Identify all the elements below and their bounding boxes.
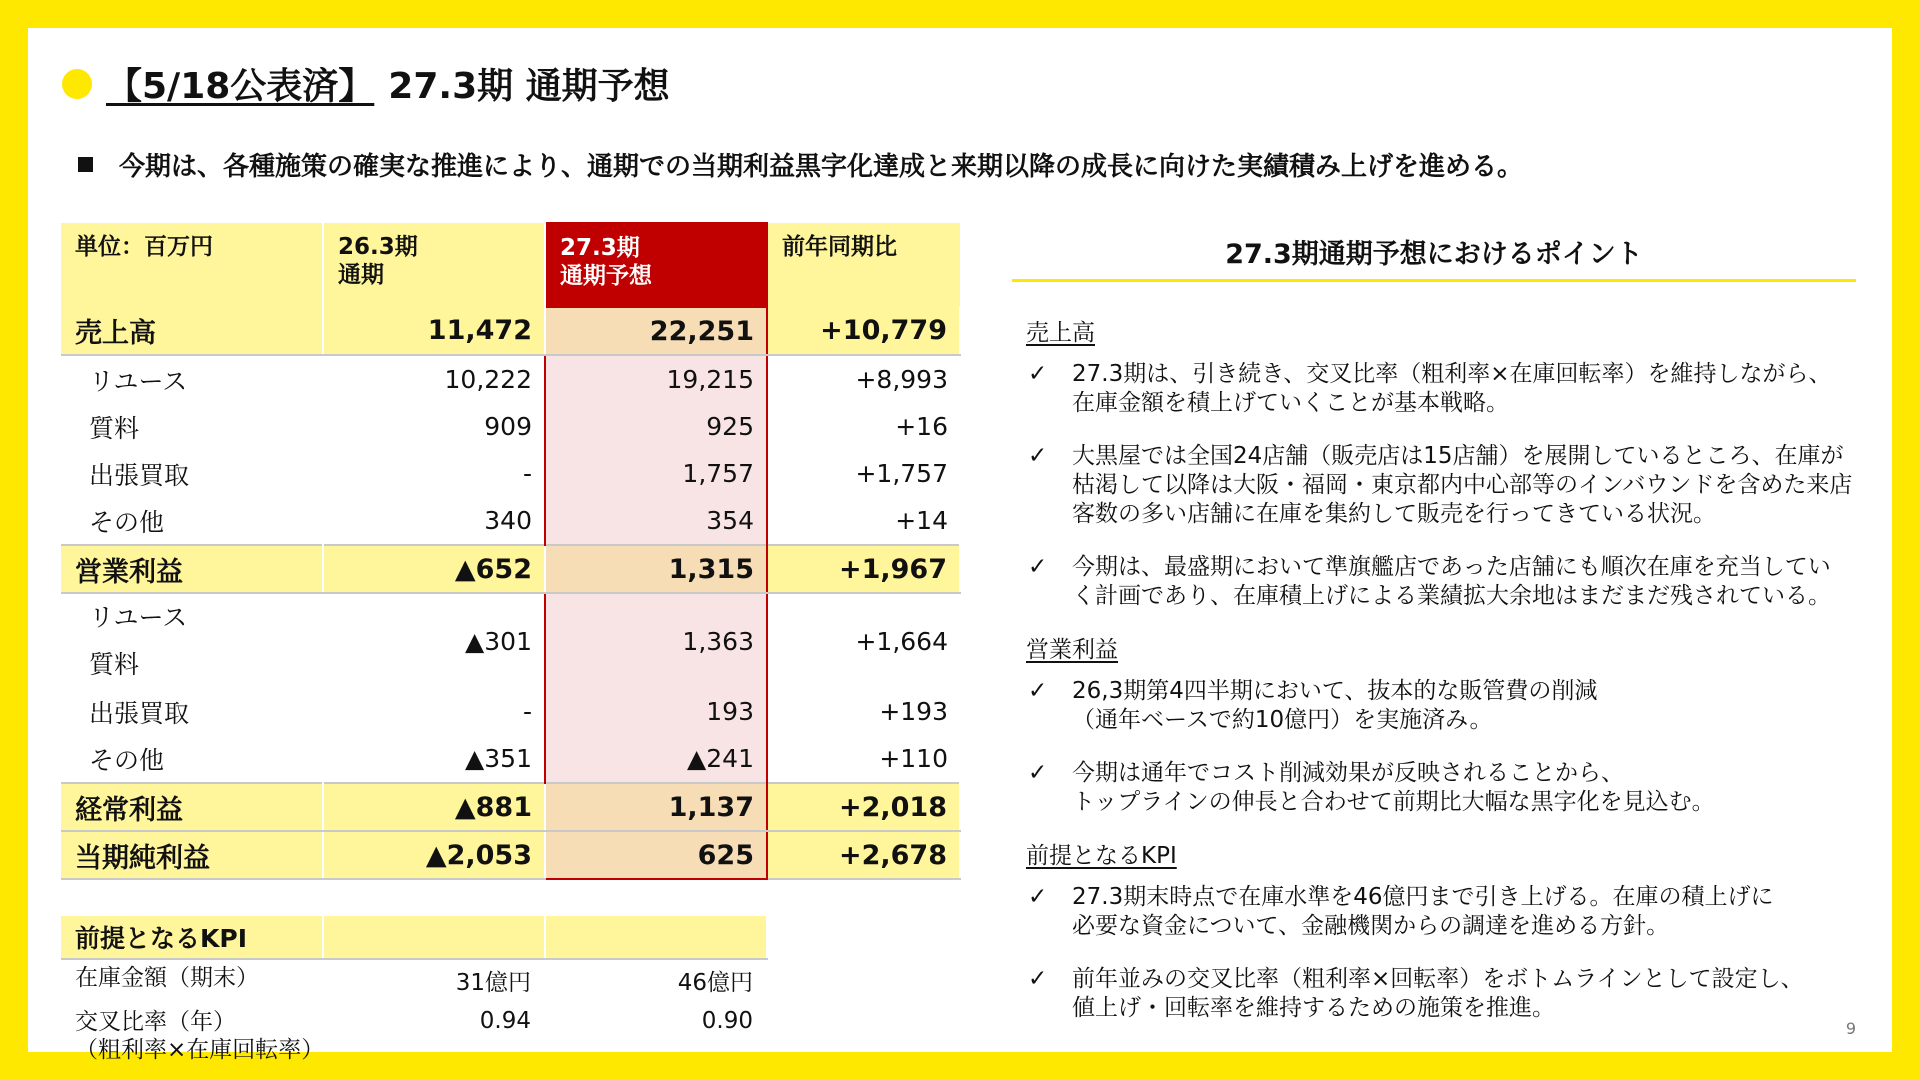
- row-cur: 925: [545, 403, 767, 450]
- bullet-line: く計画であり、在庫積上げによる業績拡大余地はまだまだ残されている。: [1072, 583, 1831, 609]
- row-label: 売上高: [61, 307, 323, 355]
- row-label: その他: [89, 745, 165, 775]
- bullet-point: [1026, 442, 1856, 529]
- row-cur: 193: [545, 688, 767, 735]
- table-row: [61, 735, 960, 783]
- row-cur: 354: [545, 497, 767, 545]
- table-row: [61, 403, 960, 450]
- bullet-line: 27.3期末時点で在庫水準を46億円まで引き上げる。在庫の積上げに: [1072, 884, 1774, 910]
- bullet-line: 枯渇して以降は大阪・福岡・東京都内中心部等のインバウンドを含めた来店: [1072, 472, 1853, 498]
- table-row: [61, 783, 960, 831]
- row-prev: 340: [484, 506, 532, 535]
- bullet-point: [1026, 965, 1856, 1023]
- bullet-text: [1072, 965, 1856, 1023]
- lead-statement: [78, 146, 1523, 183]
- bullet-line: 在庫金額を積上げていくことが基本戦略。: [1072, 390, 1509, 416]
- row-cur: 1,315: [545, 545, 767, 593]
- row-label: 経常利益: [61, 783, 323, 831]
- kpi-header-label: 前提となるKPI: [61, 916, 323, 959]
- check-icon: ✓: [1028, 884, 1048, 910]
- row-yoy: +14: [895, 506, 948, 535]
- square-bullet-icon: [78, 157, 93, 172]
- forecast-table: [61, 222, 961, 880]
- row-yoy: +8,993: [855, 365, 948, 394]
- row-yoy: +10,779: [767, 307, 960, 355]
- section-heading: 売上高: [1026, 320, 1095, 346]
- bullet-point: [1026, 883, 1856, 941]
- table-header: [61, 223, 960, 307]
- row-label: 出張買取: [89, 698, 190, 728]
- row-yoy: +16: [895, 412, 948, 441]
- row-prev: 10,222: [444, 365, 532, 394]
- bullet-line: 客数の多い店舗に在庫を集約して販売を行ってきている状況。: [1072, 501, 1716, 527]
- section-heading: 前提となるKPI: [1026, 843, 1177, 869]
- bullet-point: [1026, 360, 1856, 418]
- bullet-line: 前年並みの交叉比率（粗利率×回転率）をボトムラインとして設定し、: [1072, 966, 1804, 992]
- row-prev: ▲301: [465, 626, 532, 656]
- row-yoy: +2,018: [767, 783, 960, 831]
- row-label: 当期純利益: [61, 831, 323, 879]
- bullet-line: 大黒屋では全国24店舗（販売店は15店舗）を展開しているところ、在庫が: [1072, 443, 1844, 469]
- bullet-line: （通年ベースで約10億円）を実施済み。: [1072, 707, 1493, 733]
- check-icon: ✓: [1028, 361, 1048, 387]
- row-prev: ▲351: [465, 744, 532, 773]
- check-icon: ✓: [1028, 443, 1048, 469]
- row-label: 営業利益: [61, 545, 323, 593]
- row-prev: ▲2,053: [323, 831, 545, 879]
- table-row: [61, 545, 960, 593]
- row-cur: ▲241: [545, 735, 767, 783]
- row-label: その他: [89, 507, 165, 537]
- row-cur: 1,363: [545, 593, 767, 688]
- page-number: 9: [1845, 1019, 1856, 1038]
- row-label: リユース: [89, 366, 188, 396]
- bullet-line: 今期は通年でコスト削減効果が反映されることから、: [1072, 760, 1624, 786]
- bullet-line: 必要な資金について、金融機関からの調達を進める方針。: [1072, 913, 1670, 939]
- kpi-header-blank: [323, 916, 545, 959]
- kpi-label: 在庫金額（期末）: [75, 965, 259, 991]
- points-body: [1026, 318, 1856, 1047]
- section-heading: 営業利益: [1026, 637, 1118, 663]
- title-text: 27.3期 通期予想: [388, 66, 670, 107]
- row-yoy: +1,967: [767, 545, 960, 593]
- bullet-text: [1072, 677, 1856, 735]
- row-prev: 11,472: [323, 307, 545, 355]
- bullet-point: [1026, 677, 1856, 735]
- row-cur: 22,251: [545, 307, 767, 355]
- bullet-text: [1072, 442, 1856, 529]
- row-prev: -: [522, 459, 532, 488]
- kpi-table: [61, 916, 768, 1064]
- row-prev: ▲881: [323, 783, 545, 831]
- row-label: リユース 質料: [89, 603, 188, 679]
- table-row: [61, 831, 960, 879]
- bullet-line: 今期は、最盛期において準旗艦店であった店舗にも順次在庫を充当してい: [1072, 554, 1831, 580]
- row-prev: ▲652: [323, 545, 545, 593]
- row-prev: -: [522, 697, 532, 726]
- kpi-prev: 31億円: [455, 970, 531, 996]
- bullet-line: 26,3期第4四半期において、抜本的な販管費の削減: [1072, 678, 1598, 704]
- header-prev: 26.3期 通期: [323, 223, 545, 307]
- kpi-cur: 46億円: [677, 970, 753, 996]
- bullet-text: [1072, 883, 1856, 941]
- bullet-point: [1026, 553, 1856, 611]
- table-row: [61, 593, 960, 688]
- kpi-row: [61, 1004, 767, 1064]
- header-yoy: 前年同期比: [767, 223, 960, 307]
- row-yoy: +110: [879, 744, 948, 773]
- row-yoy: +2,678: [767, 831, 960, 879]
- table-row: [61, 307, 960, 355]
- row-label: 出張買取: [89, 460, 190, 490]
- bullet-line: 27.3期は、引き続き、交叉比率（粗利率×在庫回転率）を維持しながら、: [1072, 361, 1832, 387]
- points-title: 27.3期通期予想におけるポイント: [1012, 232, 1856, 282]
- kpi-prev: 0.94: [479, 1008, 531, 1034]
- row-prev: 909: [484, 412, 532, 441]
- table-row: [61, 497, 960, 545]
- kpi-label: 交叉比率（年） （粗利率×在庫回転率）: [75, 1009, 325, 1063]
- slide: [28, 28, 1892, 1063]
- check-icon: ✓: [1028, 760, 1048, 786]
- table-row: [61, 355, 960, 403]
- bullet-text: [1072, 553, 1856, 611]
- bullet-point: [1026, 759, 1856, 817]
- row-cur: 19,215: [545, 355, 767, 403]
- row-yoy: +1,757: [855, 459, 948, 488]
- table-row: [61, 450, 960, 497]
- row-yoy: +193: [879, 697, 948, 726]
- check-icon: ✓: [1028, 554, 1048, 580]
- kpi-header-blank: [545, 916, 767, 959]
- kpi-cur: 0.90: [701, 1008, 753, 1034]
- bullet-line: トップラインの伸長と合わせて前期比大幅な黒字化を見込む。: [1072, 789, 1715, 815]
- check-icon: ✓: [1028, 678, 1048, 704]
- row-label: 質料: [89, 413, 140, 443]
- row-yoy: +1,664: [855, 626, 948, 656]
- kpi-header: [61, 916, 767, 959]
- bullet-dot-icon: [62, 69, 92, 99]
- check-icon: ✓: [1028, 966, 1048, 992]
- row-cur: 1,137: [545, 783, 767, 831]
- page-title: [62, 58, 670, 109]
- row-cur: 1,757: [545, 450, 767, 497]
- bullet-text: [1072, 759, 1856, 817]
- header-unit: 単位：百万円: [61, 223, 323, 307]
- row-cur: 625: [545, 831, 767, 879]
- header-current-forecast: 27.3期 通期予想: [545, 223, 767, 307]
- kpi-row: [61, 959, 767, 1004]
- bullet-line: 値上げ・回転率を維持するための施策を推進。: [1072, 995, 1555, 1021]
- title-tag: 【5/18公表済】: [106, 66, 375, 107]
- lead-text: 今期は、各種施策の確実な推進により、通期での当期利益黒字化達成と来期以降の成長に向けた実績積み上げを進める。: [119, 152, 1524, 182]
- table-row: [61, 688, 960, 735]
- bullet-text: [1072, 360, 1856, 418]
